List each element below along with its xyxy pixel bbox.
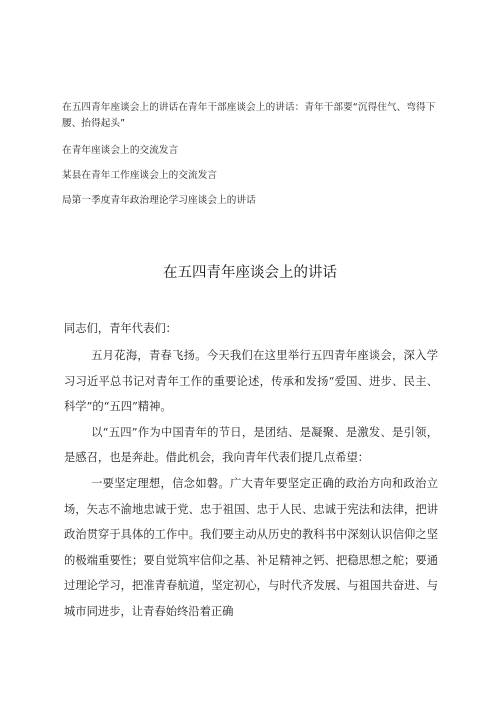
toc-item[interactable]: 在青年座谈会上的交流发言 <box>62 145 179 156</box>
paragraph: 五月花海，青春飞扬。今天我们在这里举行五四青年座谈会，深入学习习近平总书记对青年工作的重要论述，传承和发扬“爱国、进步、民主、科学”的“五四”精神。 <box>64 349 438 414</box>
greeting: 同志们，青年代表们： <box>64 322 177 335</box>
document-title: 在五四青年座谈会上的讲话 <box>163 265 337 281</box>
toc-item[interactable]: 某县在青年工作座谈会上的交流发言 <box>62 170 218 181</box>
paragraph: 一要坚定理想，信念如磐。广大青年要坚定正确的政治方向和政治立场，矢志不渝地忠诚于党、忠于祖国、忠于人民、忠诚于宪法和法律，把讲政治贯穿于具体的工作中。我们要主动从历史的教科书中深刻认识信仰之坚的极端重要性；要自觉筑牢信仰之基、补足精神之钙、把稳思想之舵；要通过理论学习，把准青春航道，坚定初心，与时代齐发展、与祖国共奋进、与城市同进步，让青春始终沿着正确 <box>64 476 438 618</box>
table-of-contents <box>62 100 446 218</box>
paragraph: 以“五四”作为中国青年的节日，是团结、是凝聚、是激发、是引领，是感召，也是奔赴。借此机会，我向青年代表们提几点希望： <box>64 425 438 465</box>
document-body <box>64 318 438 625</box>
toc-item[interactable]: 在五四青年座谈会上的讲话在青年干部座谈会上的讲话：青年干部要“沉得住气、弯得下腰、抬得起头” <box>62 102 436 129</box>
toc-item[interactable]: 局第一季度青年政治理论学习座谈会上的讲话 <box>62 195 256 206</box>
